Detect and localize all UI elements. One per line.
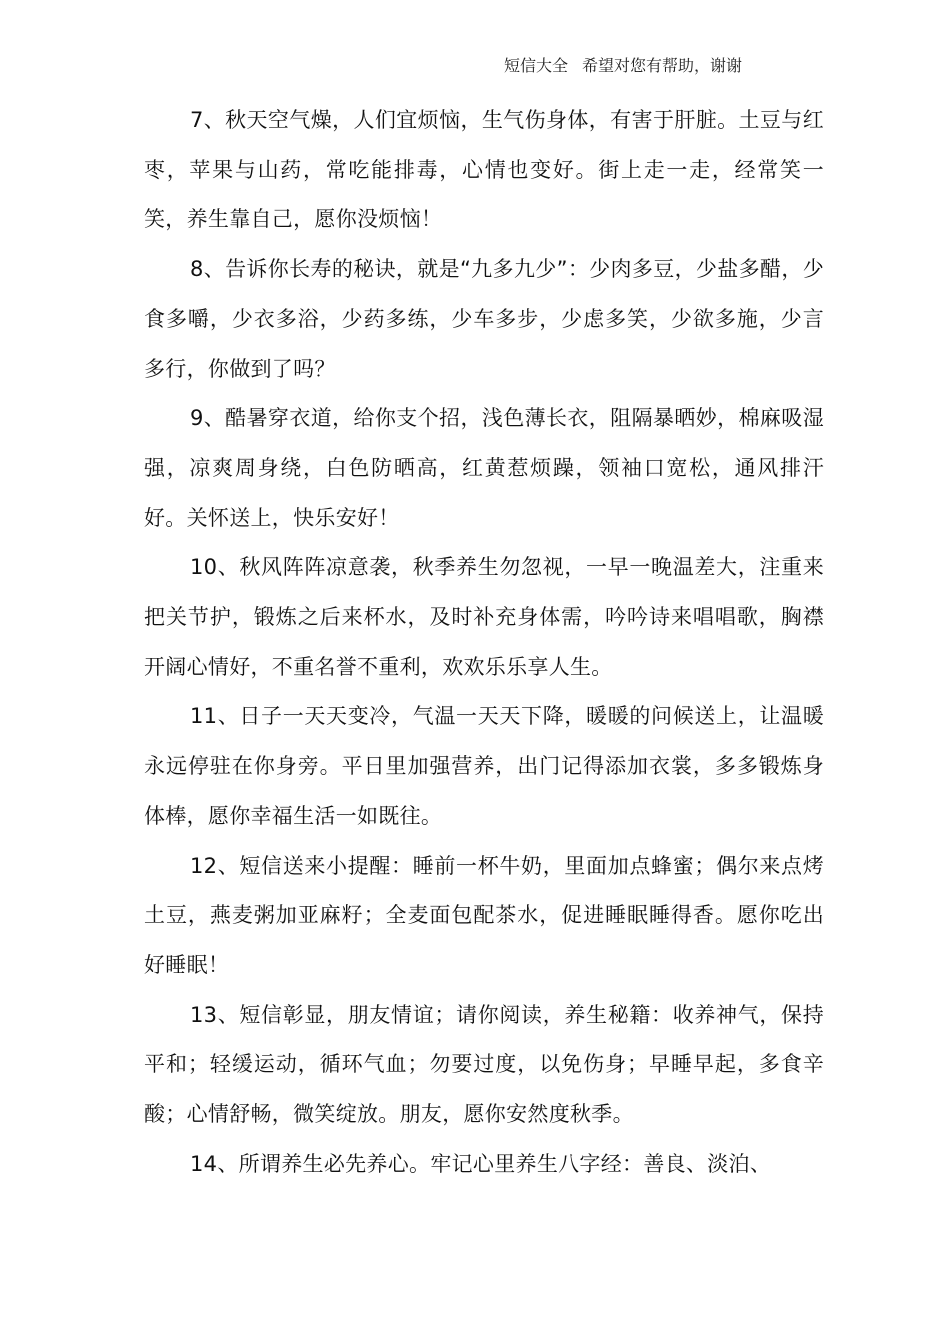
page-header — [504, 56, 742, 76]
paragraph-14: 14、所谓养生必先养心。牢记心里养生八字经：善良、淡泊、 — [190, 1151, 772, 1176]
paragraph-7: 7、秋天空气燥，人们宜烦恼，生气伤身体，有害于肝脏。土豆与红枣，苹果与山药，常吃能排毒，心情也变好。街上走一走，经常笑一笑，养生靠自己，愿你没烦恼！ — [144, 108, 824, 232]
paragraph-12: 12、短信送来小提醒：睡前一杯牛奶，里面加点蜂蜜；偶尔来点烤土豆，燕麦粥加亚麻籽；全麦面包配茶水，促进睡眠睡得香。愿你吃出好睡眠！ — [144, 853, 824, 977]
header-title: 短信大全 — [504, 56, 569, 75]
paragraph-8: 8、告诉你长寿的秘诀，就是“九多九少”：少肉多豆，少盐多醋，少食多嚼，少衣多浴，少药多练，少车多步，少虑多笑，少欲多施，少言多行，你做到了吗？ — [144, 257, 824, 381]
paragraph-13: 13、短信彰显，朋友情谊；请你阅读，养生秘籍：收养神气，保持平和；轻缓运动，循环气血；勿要过度，以免伤身；早睡早起，多食辛酸；心情舒畅，微笑绽放。朋友，愿你安然度秋季。 — [144, 1002, 824, 1127]
paragraph-9: 9、酷暑穿衣道，给你支个招，浅色薄长衣，阻隔暴晒妙，棉麻吸湿强，凉爽周身绕，白色防晒高，红黄惹烦躁，领袖口宽松，通风排汗好。关怀送上，快乐安好！ — [144, 406, 824, 530]
paragraph-11: 11、日子一天天变冷，气温一天天下降，暖暖的问候送上，让温暖永远停驻在你身旁。平日里加强营养，出门记得添加衣裳，多多锻炼身体棒，愿你幸福生活一如既往。 — [144, 704, 824, 828]
paragraph-10: 10、秋风阵阵凉意袭，秋季养生勿忽视，一早一晚温差大，注重来把关节护，锻炼之后来杯水，及时补充身体需，吟吟诗来唱唱歌，胸襟开阔心情好，不重名誉不重利，欢欢乐乐享人生。 — [144, 555, 824, 679]
header-subtitle: 希望对您有帮助，谢谢 — [582, 56, 743, 75]
document-body — [144, 96, 824, 1189]
